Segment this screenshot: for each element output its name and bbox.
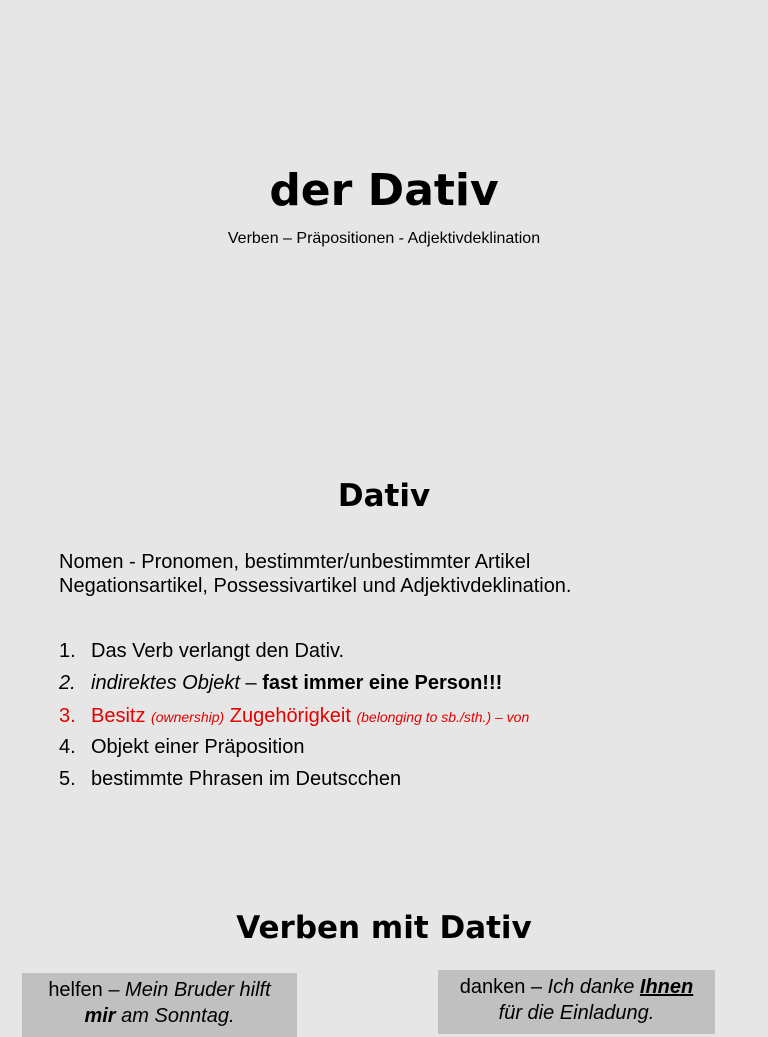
example-sentence: Ich danke xyxy=(547,976,640,998)
example-verb: danken – xyxy=(459,976,548,998)
list-text-bold: fast immer eine Person!!! xyxy=(262,672,503,694)
list-text: Das Verb verlangt den Dativ. xyxy=(91,640,345,662)
example-box-helfen xyxy=(22,973,297,1037)
example-sentence-end: für die Einladung. xyxy=(498,1002,655,1024)
list-number: 1. xyxy=(59,640,76,662)
list-text: Zugehörigkeit xyxy=(224,705,357,727)
slide-title: der Dativ xyxy=(269,165,499,216)
intro-paragraph xyxy=(59,550,739,598)
list-number: 5. xyxy=(59,768,76,790)
example-pronoun: Ihnen xyxy=(639,976,694,998)
list-note: (belonging to sb./sth.) – von xyxy=(356,709,530,725)
intro-line-1: Nomen - Pronomen, bestimmter/unbestimmter Artikel xyxy=(59,551,531,573)
list-item xyxy=(59,735,304,759)
list-item xyxy=(59,704,529,729)
list-number: 4. xyxy=(59,736,76,758)
example-pronoun: mir xyxy=(84,1005,116,1027)
example-sentence: Mein Bruder hilft xyxy=(125,979,271,1001)
list-text: bestimmte Phrasen im Deutscchen xyxy=(91,768,402,790)
list-number: 2. xyxy=(59,672,76,694)
list-item xyxy=(59,767,401,791)
example-box-danken xyxy=(438,970,715,1034)
list-note: (ownership) xyxy=(151,709,225,725)
section-heading-dativ: Dativ xyxy=(337,478,431,514)
list-number: 3. xyxy=(59,705,76,727)
list-text: Besitz xyxy=(91,705,152,727)
list-item xyxy=(59,671,502,695)
intro-line-2: Negationsartikel, Possessivartikel und Adjektivdeklination. xyxy=(59,575,572,597)
slide-subtitle: Verben – Präpositionen - Adjektivdeklination xyxy=(227,230,541,247)
list-dash: – xyxy=(239,672,263,694)
list-item xyxy=(59,639,344,663)
example-verb: helfen – xyxy=(48,979,126,1001)
example-sentence-end: am Sonntag. xyxy=(115,1005,235,1027)
list-text-italic: indirektes Objekt xyxy=(91,672,240,694)
list-text: Objekt einer Präposition xyxy=(91,736,305,758)
section-heading-verben: Verben mit Dativ xyxy=(236,910,532,946)
